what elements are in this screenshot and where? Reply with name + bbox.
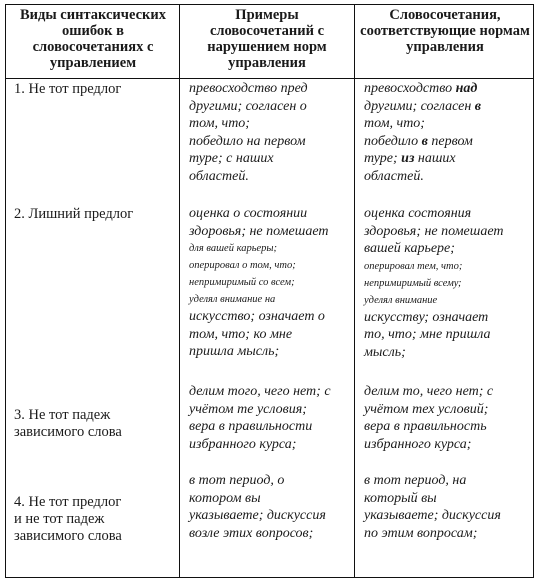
example-line: по этим вопросам; bbox=[364, 525, 478, 541]
example-line: том, что; ко мне bbox=[189, 326, 293, 342]
example-line: том, что; bbox=[364, 116, 425, 132]
example-line: искусству; означает bbox=[364, 309, 489, 325]
type-extra-preposition: 2. Лишний предлог bbox=[14, 206, 134, 222]
example-line: уделял внимание bbox=[364, 294, 438, 306]
type-wrong-both-line2: и не тот падеж bbox=[14, 511, 105, 527]
example-line: указываете; дискуссия bbox=[364, 508, 501, 524]
example-line: другими; согласен в bbox=[364, 98, 482, 114]
example-line: для вашей карьеры; bbox=[189, 243, 278, 255]
example-line: котором вы bbox=[189, 490, 261, 506]
example-line: делим того, чего нет; с bbox=[189, 384, 331, 399]
example-line: оценка о состоянии bbox=[189, 206, 308, 221]
example-line: областей. bbox=[364, 168, 424, 184]
example-line: непримиримый всему; bbox=[364, 277, 462, 289]
example-line: здоровья; не помешает bbox=[364, 223, 504, 239]
example-line: вера в правильности bbox=[189, 419, 313, 435]
right-group-3 bbox=[364, 383, 530, 453]
wrong-group-1 bbox=[189, 80, 355, 186]
example-line: в тот период, о bbox=[189, 473, 285, 488]
example-line: оценка состояния bbox=[364, 206, 472, 221]
example-line: возле этих вопросов; bbox=[189, 525, 314, 541]
type-wrong-preposition: 1. Не тот предлог bbox=[14, 81, 122, 97]
example-line: указываете; дискуссия bbox=[189, 508, 326, 524]
example-line: вашей карьере; bbox=[364, 241, 455, 257]
syntax-errors-table bbox=[5, 4, 534, 578]
wrong-group-2 bbox=[189, 205, 355, 361]
wrong-group-3 bbox=[189, 383, 355, 453]
example-line: уделял внимание на bbox=[189, 294, 276, 306]
right-group-4 bbox=[364, 472, 530, 542]
example-line: в тот период, на bbox=[364, 473, 467, 488]
example-line: вера в правильность bbox=[364, 419, 487, 435]
example-line: то, что; мне пришла bbox=[364, 327, 491, 343]
example-line: учётом тех условий; bbox=[364, 401, 489, 417]
example-line: другими; согласен о bbox=[189, 98, 307, 114]
example-line: оперировал о том, что; bbox=[189, 260, 296, 272]
type-wrong-both-line1: 4. Не тот предлог bbox=[14, 494, 122, 510]
header-wrong-examples: Примеры словосочетаний с нарушением норм управления bbox=[207, 7, 327, 71]
example-line: оперировал тем, что; bbox=[364, 260, 463, 272]
header-error-types: Виды синтаксических ошибок в словосочетаниях с управлением bbox=[20, 7, 166, 71]
example-line: превосходство над bbox=[364, 81, 478, 96]
example-line: непримиримый со всем; bbox=[189, 277, 295, 289]
example-line: избранного курса; bbox=[364, 436, 472, 452]
example-line: мысль; bbox=[364, 344, 406, 360]
right-group-1 bbox=[364, 80, 530, 186]
column-divider bbox=[179, 5, 180, 577]
type-wrong-case-line1: 3. Не тот падеж bbox=[14, 407, 111, 423]
example-line: учётом те условия; bbox=[189, 401, 307, 417]
example-line: туре; с наших bbox=[189, 151, 274, 167]
header-divider bbox=[6, 78, 533, 79]
example-line: пришла мысль; bbox=[189, 344, 280, 360]
header-correct-examples: Словосочетания, соответствующие нормам управления bbox=[360, 7, 530, 55]
example-line: областей. bbox=[189, 168, 249, 184]
example-line: превосходство пред bbox=[189, 81, 308, 96]
example-line: туре; из наших bbox=[364, 151, 456, 167]
example-line: здоровья; не помешает bbox=[189, 223, 329, 239]
type-wrong-both-line3: зависимого слова bbox=[14, 528, 122, 544]
example-line: том, что; bbox=[189, 116, 250, 132]
example-line: делим то, чего нет; с bbox=[364, 384, 494, 399]
right-group-2 bbox=[364, 205, 530, 362]
example-line: избранного курса; bbox=[189, 436, 297, 452]
example-line: искусство; означает о bbox=[189, 309, 325, 325]
example-line: который вы bbox=[364, 490, 437, 506]
type-wrong-case-line2: зависимого слова bbox=[14, 424, 122, 440]
example-line: победило на первом bbox=[189, 133, 306, 149]
wrong-group-4 bbox=[189, 472, 355, 542]
example-line: победило в первом bbox=[364, 133, 473, 149]
